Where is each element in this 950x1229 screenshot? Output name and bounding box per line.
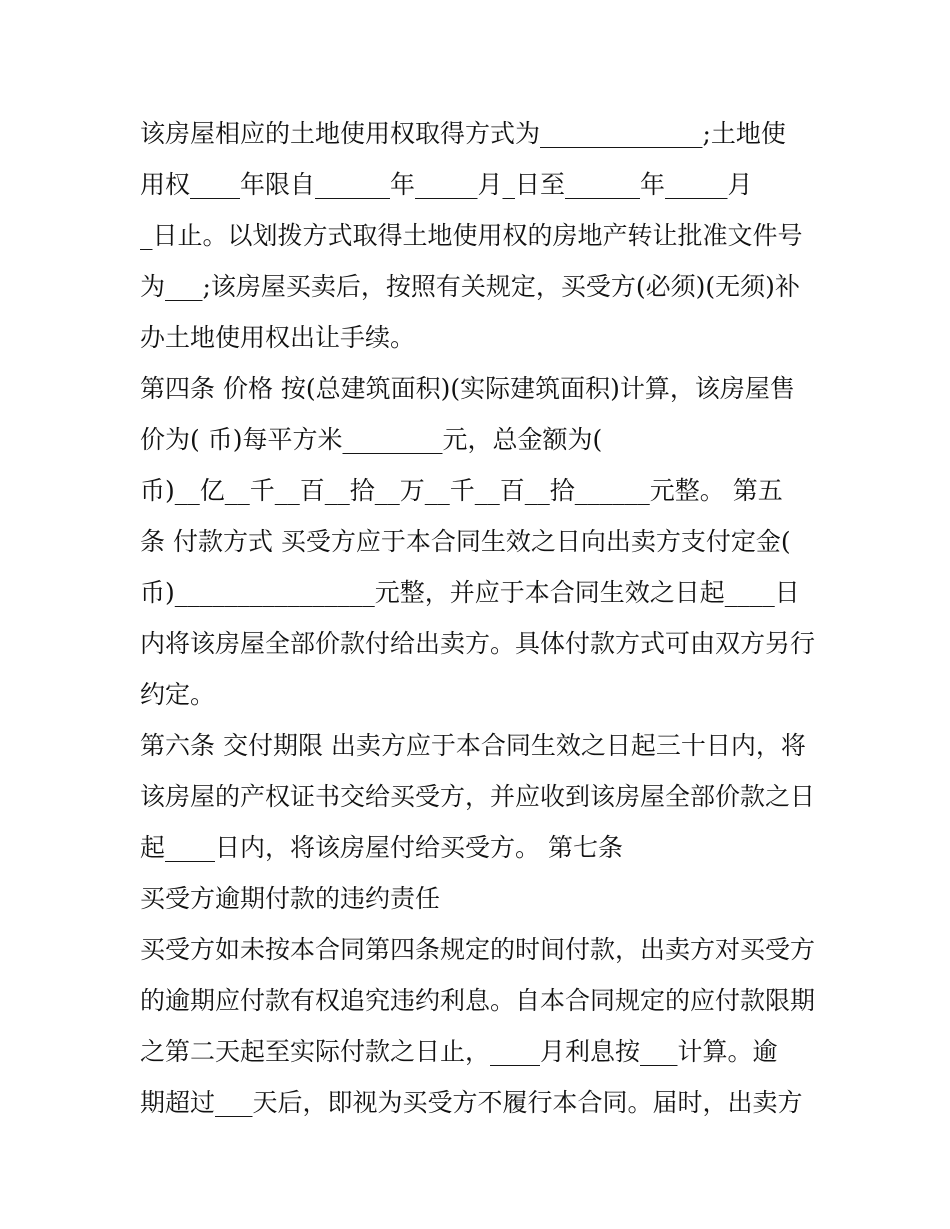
text-line: 第四条 价格 按(总建筑面积)(实际建筑面积)计算，该房屋售	[140, 374, 795, 403]
text-line: 内将该房屋全部价款付给出卖方。具体付款方式可由双方另行	[140, 629, 816, 658]
text-line: 用权____年限自______年_____月_日至______年_____月	[140, 170, 753, 199]
text-line: 之第二天起至实际付款之日止，____月利息按___计算。逾	[140, 1037, 778, 1066]
text-line: 条 付款方式 买受方应于本合同生效之日向出卖方支付定金(	[140, 527, 791, 556]
text-line: 起____日内，将该房屋付给买受方。 第七条	[140, 833, 623, 862]
text-line: 买受方如未按本合同第四条规定的时间付款，出卖方对买受方	[140, 935, 816, 964]
text-line: 办土地使用权出让手续。	[140, 323, 416, 352]
text-line: 该房屋的产权证书交给买受方，并应收到该房屋全部价款之日	[140, 782, 816, 811]
text-line: 约定。	[140, 680, 216, 709]
text-line: 为___;该房屋买卖后，按照有关规定，买受方(必须)(无须)补	[140, 272, 800, 301]
text-line: 币)__亿__千__百__拾__万__千__百__拾______元整。 第五	[140, 476, 783, 505]
text-line: 币)________________元整，并应于本合同生效之日起____日	[140, 578, 800, 607]
text-line: _日止。以划拨方式取得土地使用权的房地产转让批准文件号	[140, 221, 803, 250]
text-line: 第六条 交付期限 出卖方应于本合同生效之日起三十日内，将	[140, 731, 806, 760]
text-line: 价为( 币)每平方米________元，总金额为(	[140, 425, 603, 454]
text-line: 期超过___天后，即视为买受方不履行本合同。届时，出卖方	[140, 1088, 803, 1117]
contract-text-block	[140, 108, 830, 1128]
text-line: 买受方逾期付款的违约责任	[140, 884, 441, 913]
text-line: 的逾期应付款有权追究违约利息。自本合同规定的应付款限期	[140, 986, 816, 1015]
text-line: 该房屋相应的土地使用权取得方式为_____________;土地使	[140, 119, 786, 148]
